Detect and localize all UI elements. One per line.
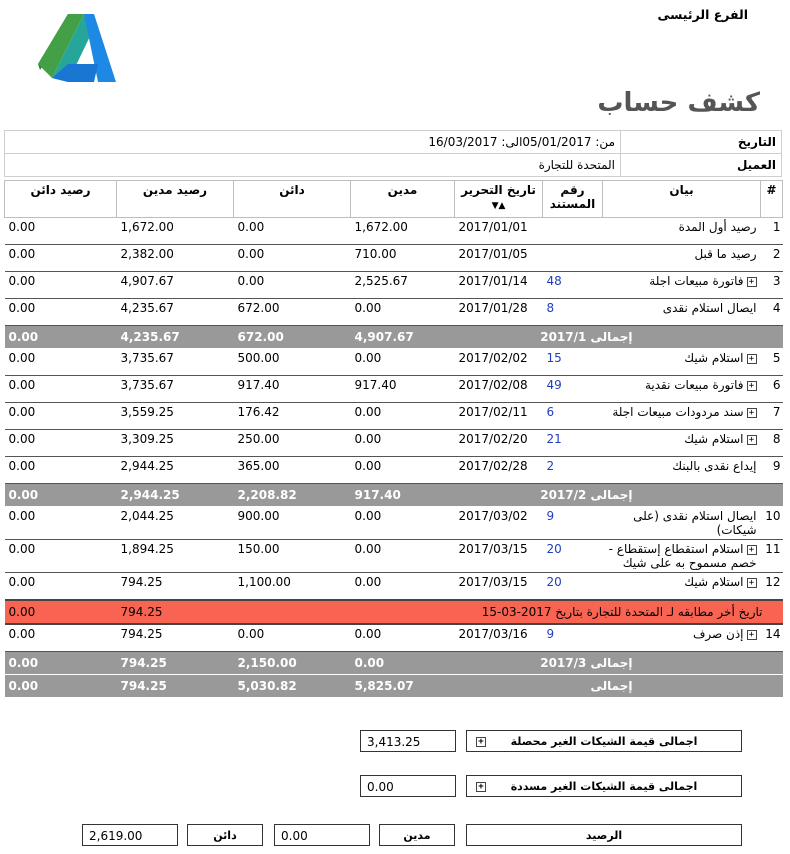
row-credit: 1,100.00 <box>234 573 351 601</box>
row-description <box>603 218 761 245</box>
col-debit: مدين <box>351 181 455 218</box>
balance-credit-value: 2,619.00 <box>82 824 178 846</box>
row-balance-debit: 1,672.00 <box>117 218 234 245</box>
total-debit: 5,825.07 <box>351 675 455 698</box>
row-doc-link <box>543 218 603 245</box>
balance-credit: 0.00 <box>5 484 117 507</box>
table-row <box>5 245 783 272</box>
balance-debit: 4,235.67 <box>117 326 234 349</box>
row-debit: 1,672.00 <box>351 218 455 245</box>
total-row <box>5 326 783 349</box>
row-description[interactable] <box>603 540 761 573</box>
row-balance-credit: 0.00 <box>5 403 117 430</box>
row-index: 2 <box>761 245 783 272</box>
row-doc-link[interactable]: 21 <box>543 430 603 457</box>
page-title: كشف حساب <box>597 88 760 118</box>
row-doc-link[interactable]: 49 <box>543 376 603 403</box>
row-description[interactable] <box>603 272 761 299</box>
row-date: 2017/01/28 <box>455 299 543 326</box>
row-description-text: استلام شيك <box>684 432 744 446</box>
total-debit: 917.40 <box>351 484 455 507</box>
row-index: 7 <box>761 403 783 430</box>
row-doc-link[interactable]: 9 <box>543 507 603 540</box>
row-credit: 500.00 <box>234 349 351 376</box>
balance-debit: 794.25 <box>117 652 234 675</box>
row-date: 2017/02/11 <box>455 403 543 430</box>
total-debit: 4,907.67 <box>351 326 455 349</box>
row-description-text: فاتورة مبيعات اجلة <box>649 274 744 288</box>
row-credit: 0.00 <box>234 624 351 652</box>
row-index: 10 <box>761 507 783 540</box>
table-row <box>5 299 783 326</box>
row-description <box>603 507 761 540</box>
row-credit: 0.00 <box>234 218 351 245</box>
row-balance-credit: 0.00 <box>5 430 117 457</box>
row-balance-debit: 2,044.25 <box>117 507 234 540</box>
row-balance-credit: 0.00 <box>5 540 117 573</box>
row-balance-debit: 2,382.00 <box>117 245 234 272</box>
row-index: 11 <box>761 540 783 573</box>
row-debit: 0.00 <box>351 624 455 652</box>
row-date: 2017/03/16 <box>455 624 543 652</box>
total-label: إجمالى 2017/1 <box>455 326 783 349</box>
row-credit: 672.00 <box>234 299 351 326</box>
table-row <box>5 573 783 601</box>
balance-label: الرصيد <box>466 824 742 846</box>
sort-icon[interactable]: ▲▼ <box>491 201 506 211</box>
row-debit: 0.00 <box>351 349 455 376</box>
row-index: 5 <box>761 349 783 376</box>
expand-icon[interactable]: + <box>747 381 757 391</box>
row-date: 2017/03/02 <box>455 507 543 540</box>
row-balance-credit: 0.00 <box>5 349 117 376</box>
client-label: العميل <box>621 154 782 177</box>
row-description-text: رصيد ما قبل <box>694 247 757 261</box>
row-date: 2017/02/08 <box>455 376 543 403</box>
row-doc-link[interactable]: 2 <box>543 457 603 484</box>
row-doc-link[interactable]: 48 <box>543 272 603 299</box>
balance-credit: 0.00 <box>5 600 117 624</box>
row-date: 2017/03/15 <box>455 573 543 601</box>
row-balance-credit: 0.00 <box>5 624 117 652</box>
row-debit: 0.00 <box>351 457 455 484</box>
balance-debit: 2,944.25 <box>117 484 234 507</box>
balance-debit: 794.25 <box>117 600 234 624</box>
row-credit: 917.40 <box>234 376 351 403</box>
table-row <box>5 218 783 245</box>
row-debit: 0.00 <box>351 403 455 430</box>
row-balance-credit: 0.00 <box>5 376 117 403</box>
total-credit: 5,030.82 <box>234 675 351 698</box>
table-row <box>5 349 783 376</box>
row-balance-credit: 0.00 <box>5 507 117 540</box>
expand-icon[interactable]: + <box>476 737 486 747</box>
row-balance-credit: 0.00 <box>5 457 117 484</box>
total-credit: 2,208.82 <box>234 484 351 507</box>
col-date-label: تاريخ التحرير <box>461 183 536 197</box>
row-description <box>603 457 761 484</box>
row-description[interactable] <box>603 376 761 403</box>
balance-debit: 794.25 <box>117 675 234 698</box>
row-index: 4 <box>761 299 783 326</box>
expand-icon[interactable]: + <box>747 408 757 418</box>
table-row <box>5 403 783 430</box>
balance-credit-label: دائن <box>187 824 263 846</box>
row-description-text: رصيد أول المدة <box>678 220 757 234</box>
row-doc-link[interactable]: 20 <box>543 573 603 601</box>
row-credit: 0.00 <box>234 245 351 272</box>
col-credit: دائن <box>234 181 351 218</box>
row-credit: 900.00 <box>234 507 351 540</box>
row-doc-link <box>543 245 603 272</box>
row-description-text: استلام شيك <box>684 575 744 589</box>
row-description-text: ايصال استلام نقدى (على شيكات) <box>633 509 757 537</box>
row-balance-credit: 0.00 <box>5 299 117 326</box>
total-credit: 672.00 <box>234 326 351 349</box>
date-label: التاريخ <box>621 131 782 154</box>
col-balance-credit: رصيد دائن <box>5 181 117 218</box>
row-description[interactable] <box>603 624 761 652</box>
row-credit: 0.00 <box>234 272 351 299</box>
total-row <box>5 652 783 675</box>
row-doc-link[interactable]: 15 <box>543 349 603 376</box>
row-debit: 917.40 <box>351 376 455 403</box>
row-credit: 365.00 <box>234 457 351 484</box>
row-description <box>603 299 761 326</box>
col-balance-debit: رصيد مدين <box>117 181 234 218</box>
row-description-text: استلام شيك <box>684 351 744 365</box>
row-index: 12 <box>761 573 783 601</box>
row-date: 2017/03/15 <box>455 540 543 573</box>
row-balance-debit: 794.25 <box>117 624 234 652</box>
info-table <box>4 130 782 177</box>
row-balance-debit: 4,907.67 <box>117 272 234 299</box>
row-index: 8 <box>761 430 783 457</box>
row-index: 1 <box>761 218 783 245</box>
unpaid-checks-value: 0.00 <box>360 775 456 797</box>
row-description-text: فاتورة مبيعات نقدية <box>644 378 744 392</box>
row-doc-link[interactable]: 8 <box>543 299 603 326</box>
table-row <box>5 272 783 299</box>
row-date: 2017/01/05 <box>455 245 543 272</box>
row-debit: 0.00 <box>351 299 455 326</box>
col-doc-no: رقم المستند <box>543 181 603 218</box>
row-description-text: إذن صرف <box>692 627 744 641</box>
table-row <box>5 540 783 573</box>
balance-debit-label: مدين <box>379 824 455 846</box>
row-description[interactable] <box>603 403 761 430</box>
row-doc-link[interactable]: 9 <box>543 624 603 652</box>
row-balance-credit: 0.00 <box>5 218 117 245</box>
expand-icon[interactable]: + <box>747 630 757 640</box>
row-index: 14 <box>761 624 783 652</box>
row-balance-debit: 3,559.25 <box>117 403 234 430</box>
row-description[interactable] <box>603 430 761 457</box>
expand-icon[interactable]: + <box>747 435 757 445</box>
date-range: من: 05/01/2017الى: 16/03/2017 <box>5 131 621 154</box>
row-credit: 150.00 <box>234 540 351 573</box>
row-date: 2017/02/28 <box>455 457 543 484</box>
row-doc-link[interactable]: 6 <box>543 403 603 430</box>
row-index: 6 <box>761 376 783 403</box>
row-credit: 250.00 <box>234 430 351 457</box>
row-date: 2017/01/14 <box>455 272 543 299</box>
reconciliation-row <box>5 600 783 624</box>
balance-credit: 0.00 <box>5 675 117 698</box>
total-label: إجمالى <box>455 675 783 698</box>
row-description-text: ايصال استلام نقدى <box>662 301 757 315</box>
total-row <box>5 675 783 698</box>
row-date: 2017/02/02 <box>455 349 543 376</box>
client-name: المتحدة للتجارة <box>5 154 621 177</box>
statement-table <box>4 180 783 698</box>
expand-icon[interactable]: + <box>747 277 757 287</box>
row-balance-debit: 3,735.67 <box>117 376 234 403</box>
row-description-text: إيداع نقدى بالبنك <box>672 459 757 473</box>
row-balance-credit: 0.00 <box>5 272 117 299</box>
balance-debit-value: 0.00 <box>274 824 370 846</box>
table-row <box>5 507 783 540</box>
row-description[interactable] <box>603 573 761 601</box>
table-row <box>5 457 783 484</box>
row-index: 3 <box>761 272 783 299</box>
row-balance-credit: 0.00 <box>5 245 117 272</box>
row-debit: 2,525.67 <box>351 272 455 299</box>
row-description <box>603 245 761 272</box>
row-balance-debit: 3,735.67 <box>117 349 234 376</box>
col-index: # <box>761 181 783 218</box>
row-description-text: سند مردودات مبيعات اجلة <box>612 405 744 419</box>
expand-icon[interactable]: + <box>747 545 757 555</box>
row-balance-debit: 1,894.25 <box>117 540 234 573</box>
expand-icon[interactable]: + <box>476 782 486 792</box>
row-debit: 0.00 <box>351 430 455 457</box>
row-credit: 176.42 <box>234 403 351 430</box>
row-description[interactable] <box>603 349 761 376</box>
total-debit: 0.00 <box>351 652 455 675</box>
unpaid-checks-label[interactable]: + اجمالى قيمة الشيكات الغير مسددة <box>466 775 742 797</box>
row-debit: 0.00 <box>351 507 455 540</box>
row-balance-debit: 3,309.25 <box>117 430 234 457</box>
row-balance-debit: 4,235.67 <box>117 299 234 326</box>
row-date: 2017/02/20 <box>455 430 543 457</box>
row-debit: 710.00 <box>351 245 455 272</box>
row-balance-debit: 2,944.25 <box>117 457 234 484</box>
balance-credit: 0.00 <box>5 652 117 675</box>
col-date[interactable] <box>455 181 543 218</box>
company-logo <box>38 12 116 84</box>
row-debit: 0.00 <box>351 540 455 573</box>
uncollected-checks-label[interactable]: + اجمالى قيمة الشيكات الغير محصلة <box>466 730 742 752</box>
total-credit: 2,150.00 <box>234 652 351 675</box>
branch-name: الفرع الرئيسى <box>657 7 748 22</box>
table-row <box>5 430 783 457</box>
col-description: بيان <box>603 181 761 218</box>
balance-credit: 0.00 <box>5 326 117 349</box>
expand-icon[interactable]: + <box>747 578 757 588</box>
table-row <box>5 624 783 652</box>
reconciliation-label: تاريخ أخر مطابقه لـ المتحدة للتجارة بتاريخ 2017-03-15 <box>234 600 783 624</box>
row-doc-link[interactable]: 20 <box>543 540 603 573</box>
row-description-text: استلام استقطاع إستقطاع - خصم مسموح به على شيك <box>608 542 757 570</box>
total-label: إجمالى 2017/2 <box>455 484 783 507</box>
row-debit: 0.00 <box>351 573 455 601</box>
row-index: 9 <box>761 457 783 484</box>
table-row <box>5 376 783 403</box>
expand-icon[interactable]: + <box>747 354 757 364</box>
total-row <box>5 484 783 507</box>
total-label: إجمالى 2017/3 <box>455 652 783 675</box>
uncollected-checks-value: 3,413.25 <box>360 730 456 752</box>
row-balance-debit: 794.25 <box>117 573 234 601</box>
row-balance-credit: 0.00 <box>5 573 117 601</box>
row-date: 2017/01/01 <box>455 218 543 245</box>
